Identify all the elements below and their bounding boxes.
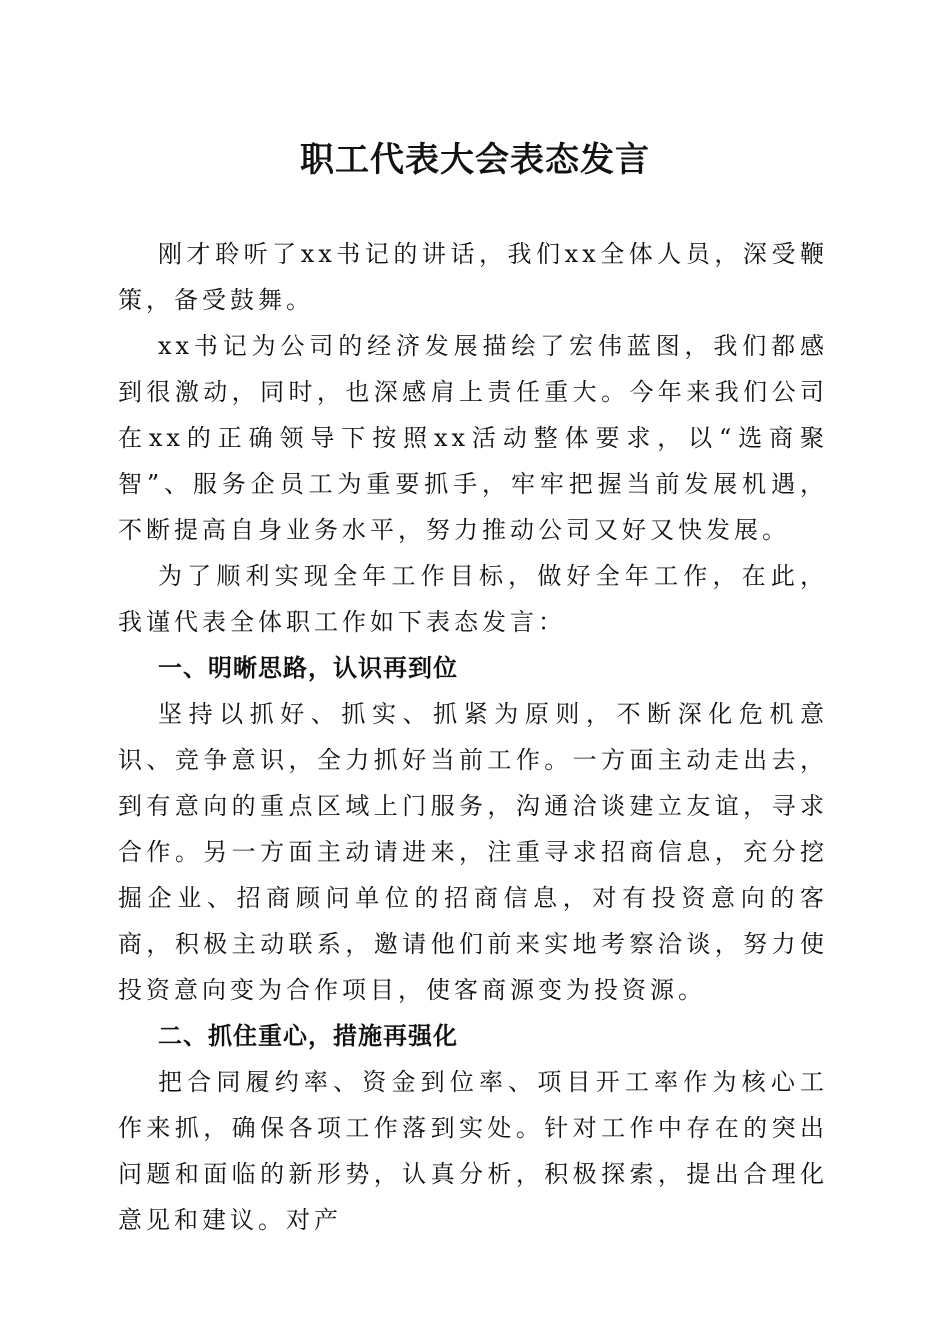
section-heading-1: 一、明晰思路，认识再到位 (158, 654, 458, 682)
document-title: 职工代表大会表态发言 (300, 140, 650, 180)
section-text-2: 把合同履约率、资金到位率、项目开工率作为核心工作来抓，确保各项工作落到实处。针对工作中存在的突出问题和面临的新形势，认真分析，积极探索，提出合理化意见和建议。对产 (118, 1068, 828, 1234)
document-body (118, 231, 828, 1243)
section-text-1: 坚持以抓好、抓实、抓紧为原则，不断深化危机意识、竞争意识，全力抓好当前工作。一方面主动走出去，到有意向的重点区域上门服务，沟通洽谈建立友谊，寻求合作。另一方面主动请进来，注重寻求招商信息，充分挖掘企业、招商顾问单位的招商信息，对有投资意向的客商，积极主动联系，邀请他们前来实地考察洽谈，努力使投资意向变为合作项目，使客商源变为投资源。 (118, 700, 828, 1004)
paragraph-background: xx书记为公司的经济发展描绘了宏伟蓝图，我们都感到很激动，同时，也深感肩上责任重大。今年来我们公司在xx的正确领导下按照xx活动整体要求，以“选商聚智”、服务企员工为重要抓手，牢牢把握当前发展机遇，不断提高自身业务水平，努力推动公司又好又快发展。 (118, 332, 828, 544)
paragraph-statement: 为了顺利实现全年工作目标，做好全年工作，在此，我谨代表全体职工作如下表态发言： (118, 562, 828, 636)
paragraph-intro: 刚才聆听了xx书记的讲话，我们xx全体人员，深受鞭策，备受鼓舞。 (118, 240, 828, 314)
section-heading-2: 二、抓住重心，措施再强化 (158, 1022, 458, 1050)
